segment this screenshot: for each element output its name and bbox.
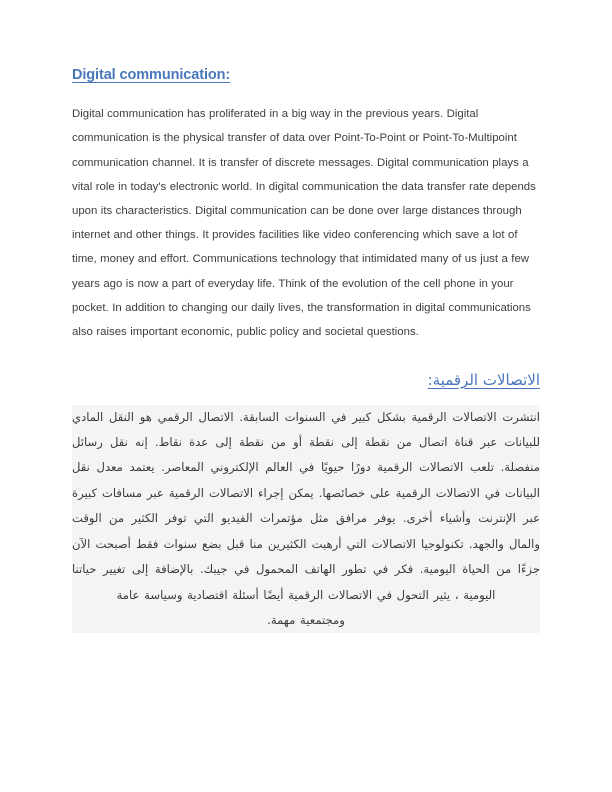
arabic-body-last-line: ومجتمعية مهمة. xyxy=(72,608,540,633)
english-body-paragraph: Digital communication has proliferated in a big way in the previous years. Digital communication is the physical transfer of data over Point-To-Point or Point-To-Multipoint communication channel. It is transfer of discrete messages. Digital communication plays a vital role in today's electronic world. In digital communication the data transfer rate depends upon its characteristics. Digital communication can be done over large distances through internet and other things. It provides facilities like video conferencing which save a lot of time, money and effort. Communications technology that intimidated many of us just a few years ago is now a part of everyday life. Think of the evolution of the cell phone in your pocket. In addition to changing our daily lives, the transformation in digital communications also raises important economic, public policy and societal questions. xyxy=(72,108,536,338)
arabic-heading: الاتصالات الرقمية: xyxy=(427,371,540,390)
arabic-body-block xyxy=(72,405,540,634)
english-heading: Digital communication: xyxy=(72,67,231,83)
document-content xyxy=(72,66,540,633)
arabic-body-paragraph: انتشرت الاتصالات الرقمية بشكل كبير في السنوات السابقة. الاتصال الرقمي هو النقل المادي للبيانات عبر قناة اتصال من نقطة إلى نقطة أو من نقطة إلى عدة نقاط. إنه نقل رسائل منفصلة. تلعب الاتصالات الرقمية دورًا حيويًا في العالم الإلكتروني المعاصر. يعتمد معدل نقل البيانات في الاتصالات الرقمية على خصائصها. يمكن إجراء الاتصالات الرقمية عبر مسافات كبيرة عبر الإنترنت وأشياء أخرى. يوفر مرافق مثل مؤتمرات الفيديو التي توفر الكثير من الوقت والمال والجهد. تكنولوجيا الاتصالات التي أرهبت الكثيرين منا قبل بضع سنوات فقط أصبحت الآن جزءًا من الحياة اليومية. فكر في تطور الهاتف المحمول في جيبك. بالإضافة إلى تغيير حياتنا اليومية ، يثير التحول في الاتصالات الرقمية أيضًا أسئلة اقتصادية وسياسة عامة xyxy=(72,409,540,602)
